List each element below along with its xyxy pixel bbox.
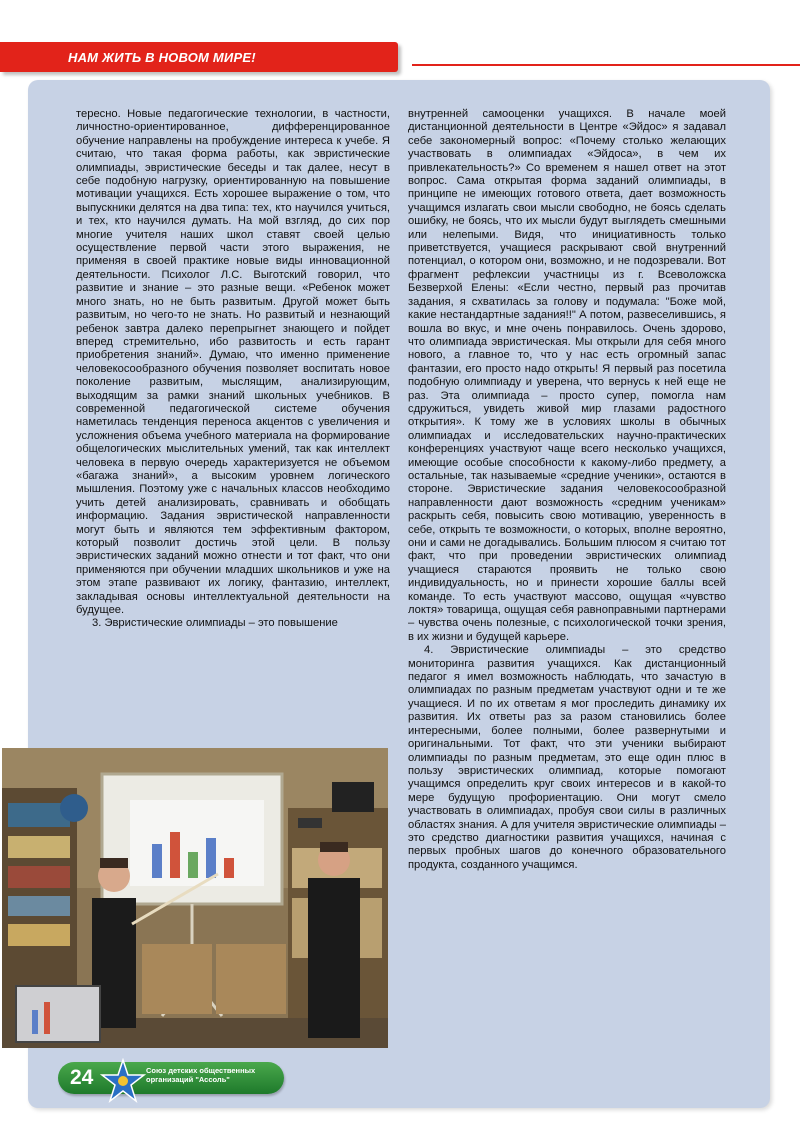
paragraph: тересно. Новые педагогические технологии, в частности, личностно-ориентированное, дифференцированное обучение направлены на пробуждение интереса к учебе. Я считаю, что такая форма работы, как эвристические олимпиады, эвристические беседы и так далее, несут в себе подобную нагрузку, ориентированную на повышение мотивации учащихся. Есть хорошее выражение о том, что выпускники делятся на два типа: тех, кто научился учиться, и тех, кто научился думать. На мой взгляд, до сих пор многие учителя наших школ ставят своей целью осуществление первой части этого выражения, не применяя в своей практике новые виды инновационной деятельности. Психолог Л.С. Выготский говорил, что развитие и знание – это разные вещи. «Ребенок может много знать, но не быть развитым. Другой может быть развитым, но чего-то не знать. Но развитый и незнающий ребенок завтра далеко перепрыгнет знающего и пойдет вперед стремительно, ибо развитость и есть гарант приобретения знаний». Думаю, что именно применение человекосообразного обучения позволяет воспитать новое поколение развитым, мыслящим, анализирующим, выходящим за рамки знаний школьных учебников. В современной педагогической системе обучения наметилась тенденция переноса акцентов с увеличения и усложнения объема учебного материала на формирование общелогических мыслительных умений, так как интеллект человека в первую очередь характеризуется не объемом «багажа знаний», а высоким уровнем логического мышления. Поэтому уже с начальных классов необходимо учить детей анализировать, сравнивать и обобщать информацию. Задания эвристической направленности могут быть и являются тем эффективным фактором, который позволит достичь этой цели. В пользу эвристических заданий можно отнести и тот факт, что они применяются при обучении младших школьников и уже на этом этапе развивают их логику, фантазию, интеллект, закладывая основы интеллектуальной деятельности на будущее. [76, 108, 390, 617]
page-number: 24 [70, 1066, 94, 1089]
paragraph: 4. Эвристические олимпиады – это средство мониторинга развития учащихся. Как дистанционный педагог я имел возможность наблюдать, что зачастую в олимпиадах по разным предметам участвуют одни и те же учащиеся. И по их ответам я мог проследить динамику их развития. Их ответы раз за разом становились более интересными, более полными, более развернутыми и оригинальными. Тот факт, что эти ученики выбирают олимпиады по разным предметам, это еще один плюс в пользу эвристических олимпиад, которые помогают учащимся определить круг своих интересов и в какой-то мере будущую профориентацию. Они могут смело участвовать в олимпиадах, пробуя свои силы в различных областях знания. А для учителя эвристические олимпиады – это средство диагностики развития учащихся, начиная с первых пробных шагов до конечного образовательного продукта, созданного учащимся. [408, 644, 726, 871]
organization-name [146, 1066, 276, 1084]
paragraph: внутренней самооценки учащихся. В начале моей дистанционной деятельности в Центре «Эйдос» я задавал себе закономерный вопрос: «Почему столько желающих участвовать в олимпиадах «Эйдоса», в чем их привлекательность?» Со временем я нашел ответ на этот вопрос. Сама открытая форма заданий олимпиады, в принципе не имеющих готового ответа, дает возможность учащимся излагать свои мысли свободно, не боясь сделать ошибку, не боясь, что их мысли будут выглядеть смешными или нелепыми. Видя, что инициативность только приветствуется, учащиеся раскрывают свой внутренний потенциал, о котором они, возможно, и не подозревали. Вот фрагмент рефлексии участницы из г. Всеволожска Безверхой Елены: «Если честно, первый раз прочитав задания, я схватилась за голову и подумала: "Боже мой, какие нестандартные задания!!" А потом, развеселившись, я вошла во вкус, и мне очень понравилось. Очень здорово, что олимпиада эвристическая. Мы открыли для себя много нового, а главное то, что у нас есть огромный запас фантазии, его просто надо открыть! Я первый раз посетила подобную олимпиаду и уверена, что вернусь к ней еще не раз. Эта олимпиада – просто супер, помогла нам сдружиться, увидеть живой мир глазами радостного открытия». К тому же в условиях школы в обычных олимпиадах и исследовательских научно-практических конференциях участвуют чаще всего несколько учащихся, имеющие особые способности к какому-либо предмету, а остальные, так называемые «средние ученики», остаются в стороне. Эвристические задания человекосообразной направленности дают возможность «средним ученикам» раскрыть себя, повысить свою мотивацию, уверенность в себе, открыть те возможности, о которых, вполне вероятно, они и сами не догадывались. Большим плюсом я считаю тот факт, что при проведении эвристических олимпиад учащиеся стараются проявить не только свою индивидуальность, но и принести хорошие баллы всей команде. То есть участвуют массово, ощущая «чувство локтя» товарища, ощущая себя равноправными партнерами – чувства очень полезные, с психологической точки зрения, в их жизни и будущей карьере. [408, 108, 726, 643]
article-column-right [408, 108, 726, 872]
org-line: организаций "Ассоль" [146, 1075, 230, 1084]
star-logo-icon [100, 1058, 146, 1104]
paragraph: 3. Эвристические олимпиады – это повышение [92, 617, 338, 630]
org-line: Союз детских общественных [146, 1066, 256, 1075]
classroom-photo [2, 748, 388, 1048]
header-rule [412, 64, 800, 66]
article-column-left [76, 108, 390, 631]
section-title: НАМ ЖИТЬ В НОВОМ МИРЕ! [68, 50, 256, 65]
